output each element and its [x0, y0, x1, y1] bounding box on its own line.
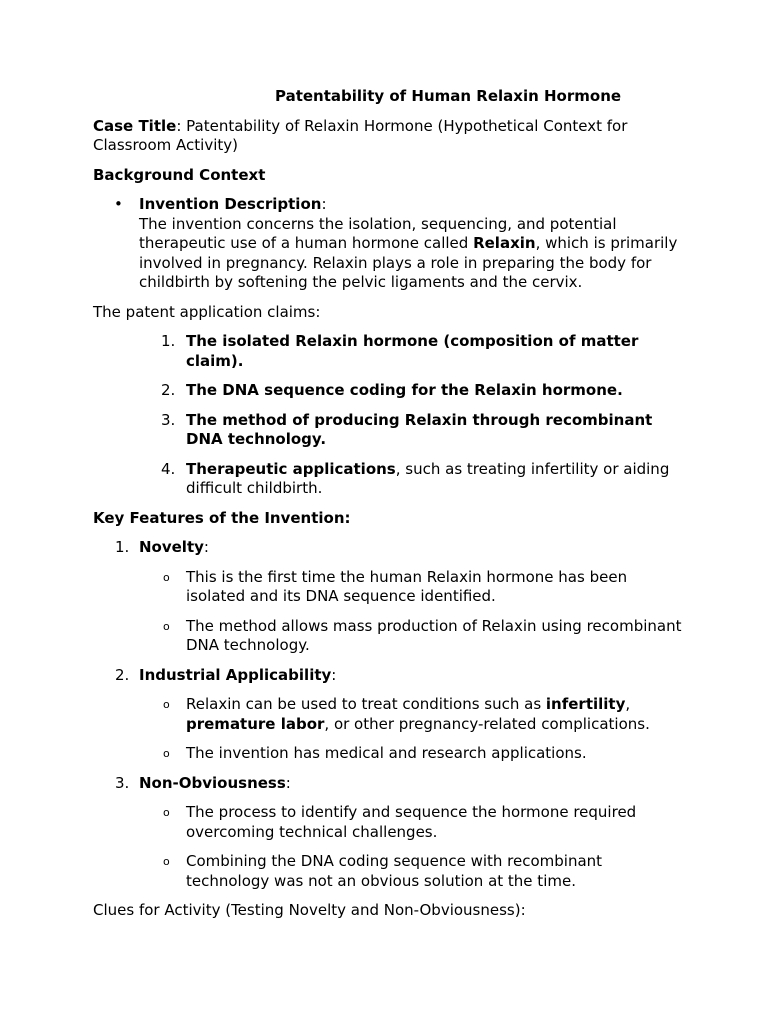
invention-description-item [93, 195, 683, 293]
point-text: The invention has medical and research applications. [186, 744, 587, 762]
circle-bullet-icon: o [163, 619, 170, 633]
claim-number: 4. [161, 459, 176, 478]
claims-list [93, 332, 683, 499]
claim-number: 1. [161, 332, 176, 350]
key-features-heading [93, 509, 683, 529]
key-features-heading-text: Key Features of the Invention: [93, 508, 351, 527]
feature-colon: : [285, 773, 291, 792]
feature-point [139, 695, 683, 734]
case-title-line [93, 117, 683, 156]
claim-bold-text: The DNA sequence coding for the Relaxin hormone. [186, 381, 623, 399]
feature-points [139, 568, 683, 656]
invention-description-colon: : [321, 195, 327, 213]
feature-point-text [186, 744, 683, 764]
claim-bold-text: The isolated Relaxin hormone (composition of matter claim). [186, 332, 639, 370]
feature-points [139, 695, 683, 764]
feature-point-text [186, 617, 683, 656]
feature-number: 2. [115, 665, 130, 684]
background-heading-text: Background Context [93, 165, 266, 184]
point-text: Combining the DNA coding sequence with recombinant technology was not an obvious solution at the time. [186, 852, 603, 890]
document-title: Patentability of Human Relaxin Hormone [275, 87, 622, 105]
feature-point [139, 852, 683, 891]
claims-intro: The patent application claims: [93, 302, 321, 321]
point-text: , [625, 695, 631, 713]
feature-number: 1. [115, 538, 130, 556]
feature-point [139, 617, 683, 656]
feature-heading [139, 538, 683, 558]
feature-point [139, 803, 683, 842]
claim-item [93, 411, 683, 450]
claim-item [93, 381, 683, 401]
invention-description-label: Invention Description [139, 195, 322, 213]
point-bold-text: infertility [545, 695, 626, 713]
feature-label: Novelty [139, 538, 204, 556]
circle-bullet-icon: o [163, 747, 170, 760]
case-title-label: Case Title [93, 116, 177, 135]
claim-number: 3. [161, 410, 176, 429]
invention-text-after: , which is primarily involved in pregnancy. Relaxin plays a role in preparing the body for childbirth by softening the pelvic ligaments and the cervix. [139, 234, 678, 291]
circle-bullet-icon: o [163, 698, 170, 711]
feature-colon: : [203, 538, 209, 556]
feature-point-text [186, 568, 683, 607]
feature-heading [139, 774, 683, 794]
feature-colon: : [331, 665, 337, 684]
claim-rest-text: , such as treating infertility or aiding difficult childbirth. [186, 459, 670, 497]
feature-point [139, 568, 683, 607]
clues-line: Clues for Activity (Testing Novelty and Non-Obviousness): [93, 901, 526, 919]
invention-text-before: The invention concerns the isolation, sequencing, and potential therapeutic use of a human hormone called [139, 214, 617, 252]
point-text: Relaxin can be used to treat conditions such as [186, 695, 546, 713]
feature-label: Non-Obviousness [139, 773, 286, 792]
feature-point-text [186, 695, 683, 734]
feature-item [93, 538, 683, 656]
feature-point [139, 744, 683, 764]
point-text: The process to identify and sequence the hormone required overcoming technical challenges. [186, 803, 637, 841]
feature-points [139, 803, 683, 891]
background-heading [93, 166, 683, 186]
circle-bullet-icon: o [163, 855, 170, 868]
claim-item [93, 332, 683, 371]
claim-bold-text: Therapeutic applications [186, 459, 396, 478]
feature-point-text [186, 852, 683, 891]
features-list [93, 538, 683, 891]
circle-bullet-icon: o [163, 570, 170, 584]
case-title-text: : Patentability of Relaxin Hormone (Hypothetical Context for Classroom Activity) [93, 116, 628, 154]
invention-bold-word: Relaxin [473, 234, 536, 252]
claim-bold-text: The method of producing Relaxin through recombinant DNA technology. [186, 410, 653, 448]
invention-description-heading [139, 195, 683, 215]
feature-heading [139, 666, 683, 686]
feature-label: Industrial Applicability [139, 665, 332, 684]
point-text: This is the first time the human Relaxin hormone has been isolated and its DNA sequence identified. [186, 567, 628, 605]
document-body [93, 87, 683, 931]
bullet-marker: • [114, 195, 123, 213]
feature-number: 3. [115, 773, 130, 792]
point-bold-text: premature labor [186, 714, 325, 733]
feature-item [93, 774, 683, 892]
claim-number: 2. [161, 381, 176, 399]
feature-point-text [186, 803, 683, 842]
point-text: The method allows mass production of Relaxin using recombinant DNA technology. [186, 616, 682, 654]
point-text: , or other pregnancy-related complications. [324, 714, 650, 733]
invention-description-text [139, 215, 683, 293]
feature-item [93, 666, 683, 764]
circle-bullet-icon: o [163, 806, 170, 819]
background-list [93, 195, 683, 293]
claim-item [93, 460, 683, 499]
